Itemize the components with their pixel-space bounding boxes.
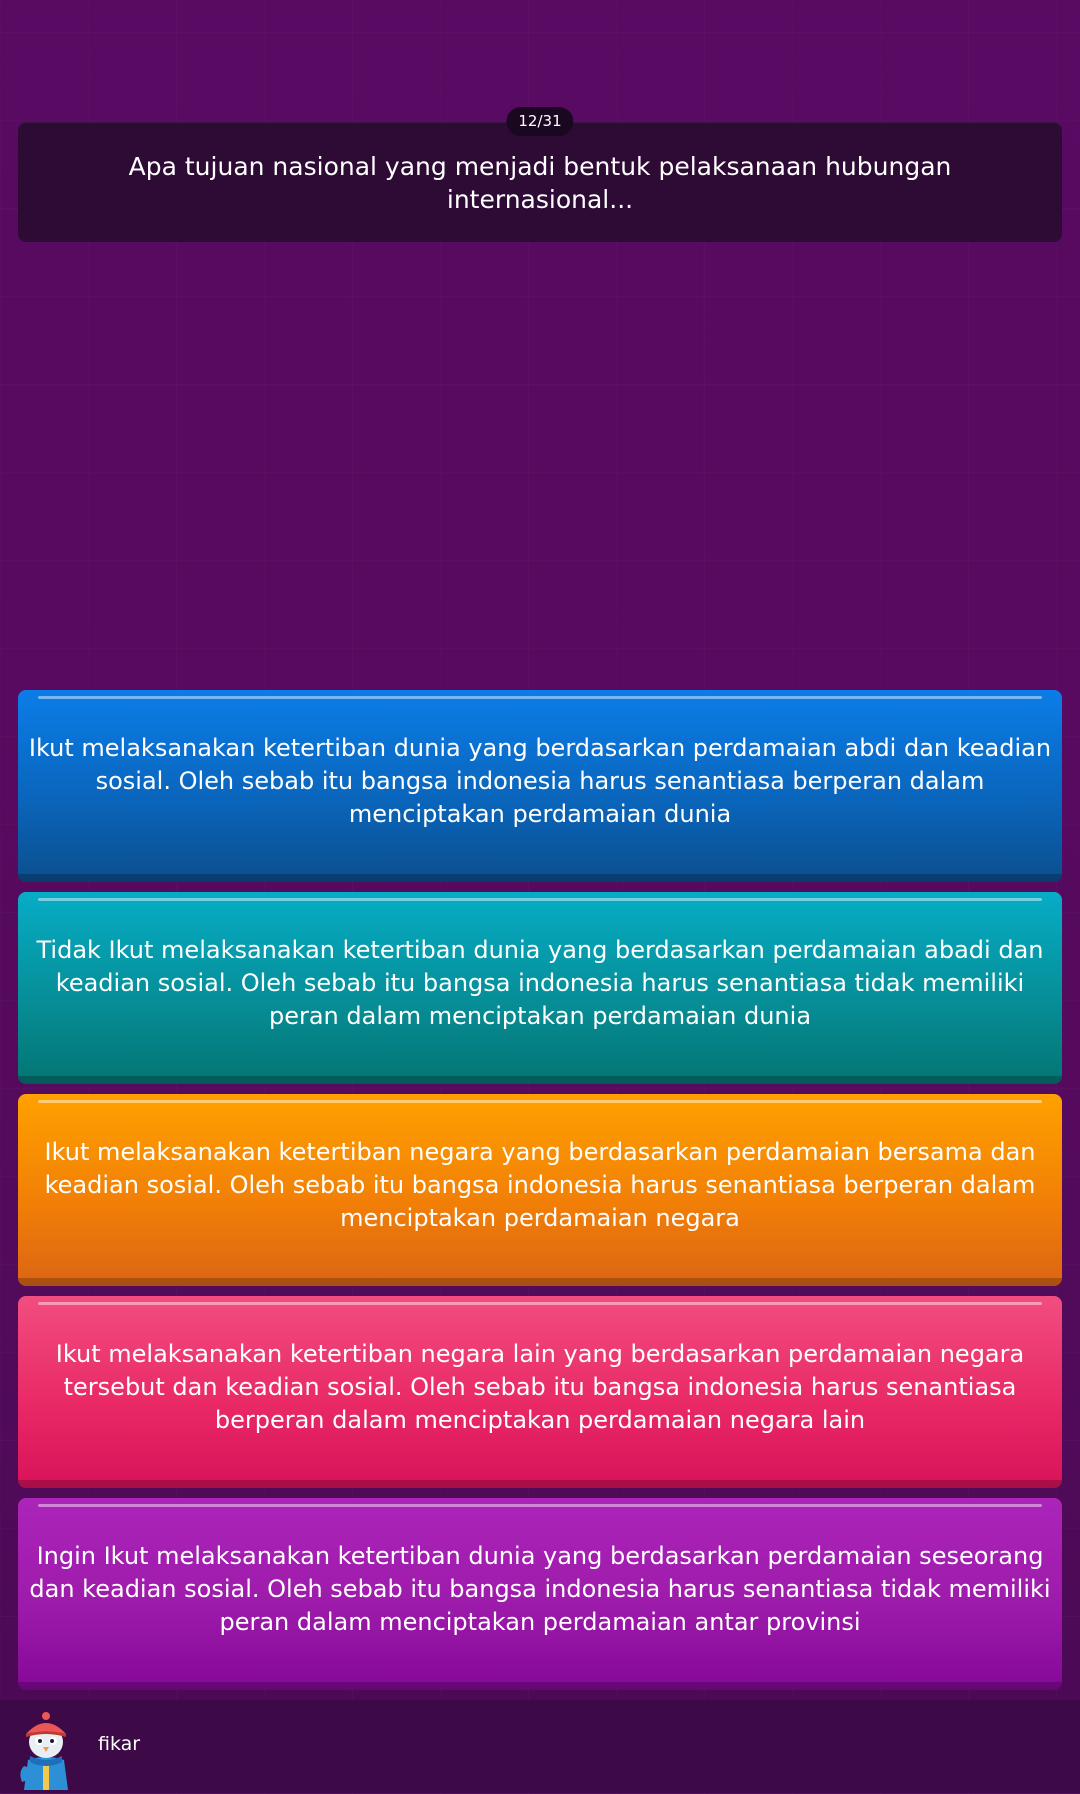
answer-option-1[interactable]: [18, 690, 1062, 882]
answer-option-text: Tidak Ikut melaksanakan ketertiban dunia yang berdasarkan perdamaian abadi dan keadian sosial. Oleh sebab itu bangsa indonesia harus senantiasa tidak memiliki peran dalam menciptakan perdamaian dunia: [36, 935, 1044, 1030]
answer-option-text: Ingin Ikut melaksanakan ketertiban dunia yang berdasarkan perdamaian seseorang dan keadian sosial. Oleh sebab itu bangsa indonesia harus senantiasa tidak memiliki peran dalam menciptakan perdamaian antar provinsi: [29, 1541, 1051, 1636]
answer-option-text: Ikut melaksanakan ketertiban negara yang berdasarkan perdamaian bersama dan keadian sosial. Oleh sebab itu bangsa indonesia harus senantiasa berperan dalam menciptakan perdamaian negara: [44, 1137, 1036, 1232]
answer-option-5[interactable]: [18, 1498, 1062, 1690]
player-name: fikar: [98, 1733, 141, 1755]
question-card: [18, 122, 1062, 242]
answer-option-4[interactable]: [18, 1296, 1062, 1488]
progress-indicator: 12/31: [506, 107, 573, 136]
answer-option-2[interactable]: [18, 892, 1062, 1084]
question-text: Apa tujuan nasional yang menjadi bentuk pelaksanaan hubungan internasional...: [128, 152, 952, 214]
answer-options: [18, 690, 1062, 1700]
answer-option-3[interactable]: [18, 1094, 1062, 1286]
player-footer: [0, 1700, 1080, 1793]
answer-option-text: Ikut melaksanakan ketertiban dunia yang berdasarkan perdamaian abdi dan keadian sosial. Oleh sebab itu bangsa indonesia harus senantiasa berperan dalam menciptakan perdamaian dunia: [28, 733, 1052, 828]
player-avatar-icon: [14, 1710, 78, 1790]
answer-option-text: Ikut melaksanakan ketertiban negara lain yang berdasarkan perdamaian negara tersebut dan keadian sosial. Oleh sebab itu bangsa indonesia harus senantiasa berperan dalam menciptakan perdamaian negara lain: [55, 1339, 1025, 1434]
